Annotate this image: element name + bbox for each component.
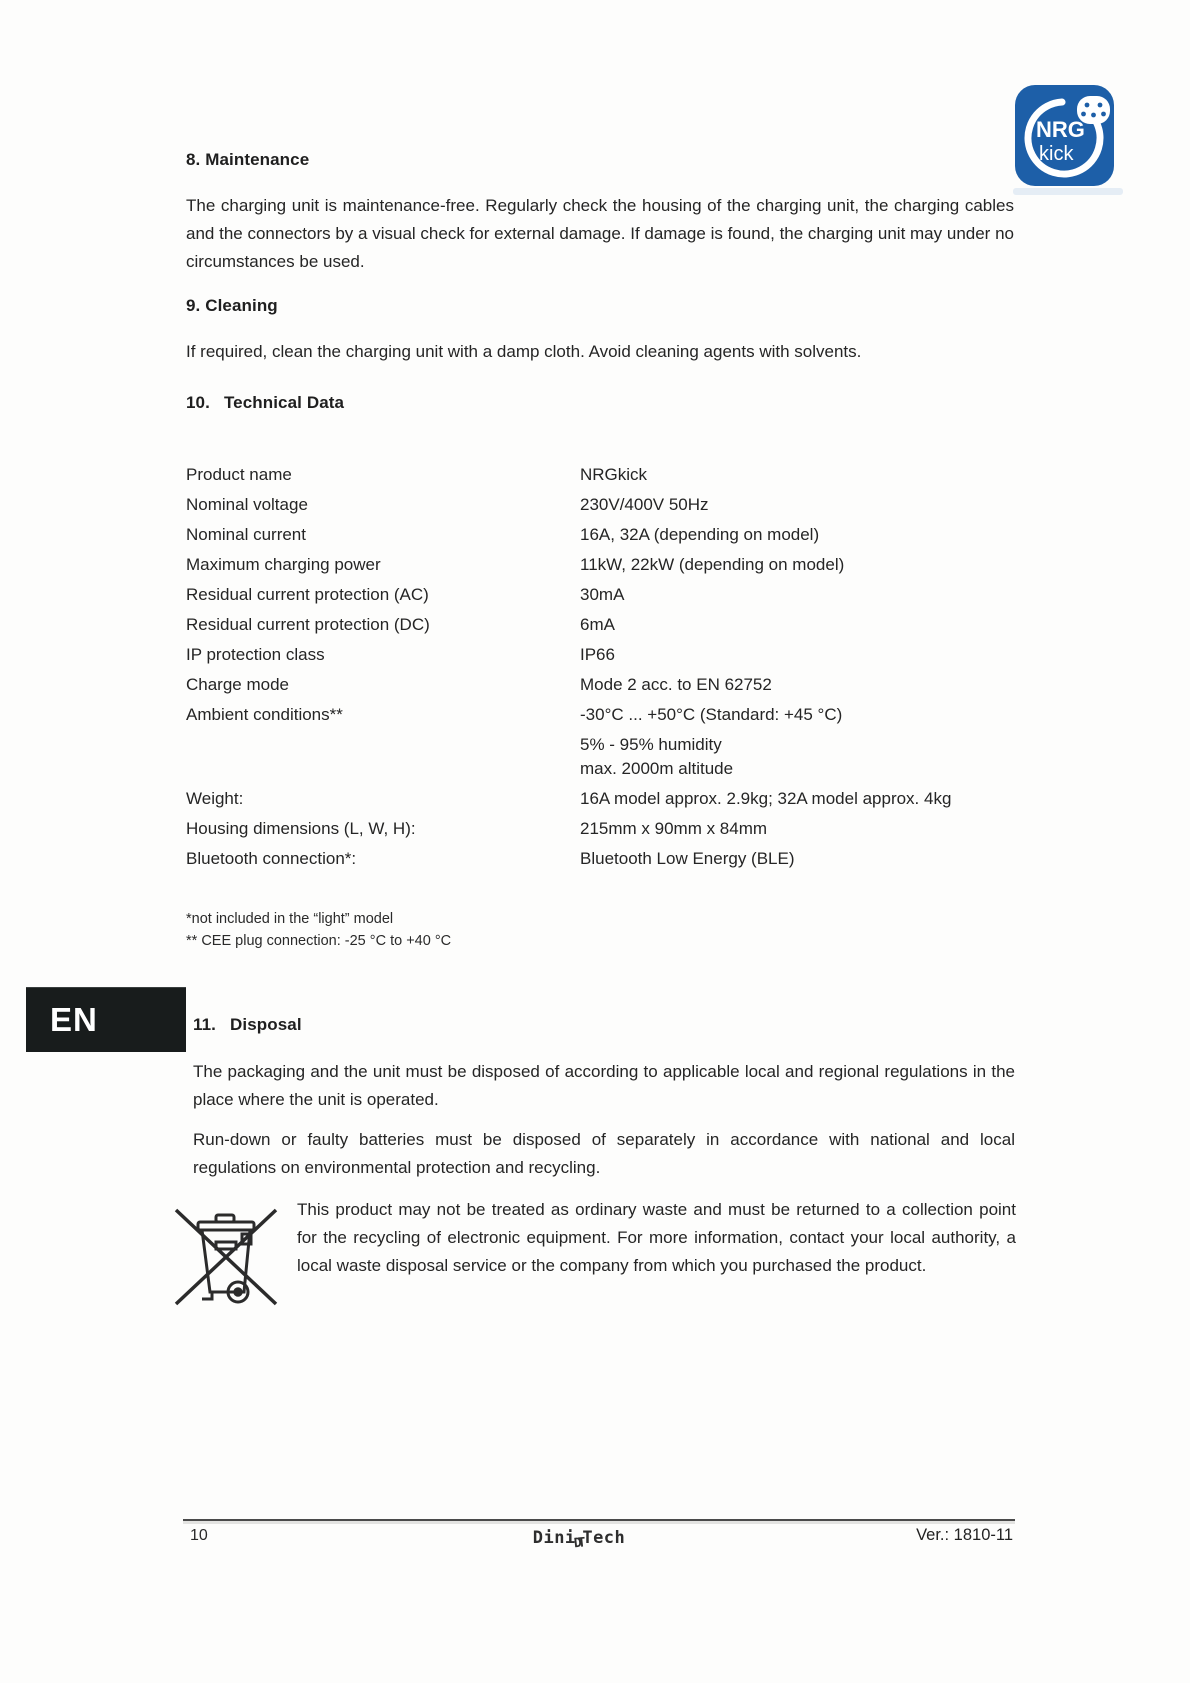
row-value: 6mA (580, 615, 615, 634)
language-badge-en: EN (26, 987, 186, 1052)
dinitech-logo-part1: Dini (532, 1528, 576, 1548)
nrgkick-logo (1014, 84, 1115, 187)
table-row (186, 645, 1016, 675)
table-row (186, 585, 1016, 615)
table-row (186, 615, 1016, 645)
row-label: Maximum charging power (186, 555, 381, 574)
table-row (186, 675, 1016, 705)
section-number: 11. (193, 1015, 216, 1034)
row-label (186, 759, 580, 789)
row-label: Charge mode (186, 675, 290, 694)
row-value: Bluetooth Low Energy (BLE) (580, 849, 795, 868)
page-number: 10 (190, 1527, 208, 1544)
maintenance-paragraph: The charging unit is maintenance-free. Regularly check the housing of the charging unit, the charging cables and the connectors by a visual check for external damage. If damage is found, the charging unit may under no circumstances be used. (186, 196, 1014, 271)
row-value: Mode 2 acc. to EN 62752 (580, 675, 772, 694)
row-label: IP protection class (186, 645, 325, 664)
weee-paragraph: This product may not be treated as ordinary waste and must be returned to a collection point for the recycling of electronic equipment. For more information, contact your local authority, a local waste disposal service or the company from which you purchased the product. (297, 1200, 1016, 1275)
table-row (186, 555, 1016, 585)
row-value: 11kW, 22kW (depending on model) (580, 555, 845, 574)
cleaning-paragraph: If required, clean the charging unit with a damp cloth. Avoid cleaning agents with solvents. (186, 342, 862, 361)
table-row (186, 705, 1016, 735)
row-label: Ambient conditions** (186, 705, 343, 724)
row-value: -30°C ... +50°C (Standard: +45 °C) (580, 705, 843, 724)
row-value: max. 2000m altitude (580, 759, 734, 778)
disposal-paragraph-2: Run-down or faulty batteries must be disposed of separately in accordance with national and local regulations on environmental protection and recycling. (193, 1130, 1015, 1177)
section-label: Disposal (230, 1015, 302, 1034)
footnotes (186, 908, 886, 952)
row-label: Product name (186, 465, 292, 484)
row-label: Housing dimensions (L, W, H): (186, 819, 416, 838)
row-value: 5% - 95% humidity (580, 735, 722, 754)
footer-rule (183, 1519, 1015, 1524)
dinitech-monogram: DT (572, 1535, 583, 1552)
section-label: Technical Data (223, 393, 345, 412)
row-label: Nominal voltage (186, 495, 308, 514)
weee-section (172, 1196, 1016, 1313)
disposal-paragraph-1: The packaging and the unit must be disposed of according to applicable local and regional regulations in the place where the unit is operated. (193, 1062, 1015, 1109)
row-value: 215mm x 90mm x 84mm (580, 819, 768, 838)
row-value: 230V/400V 50Hz (580, 495, 709, 514)
row-value: NRGkick (580, 465, 648, 484)
table-row (186, 819, 1016, 849)
row-label: Residual current protection (AC) (186, 585, 429, 604)
table-row (186, 525, 1016, 555)
nrgkick-logo-graphic (1014, 84, 1115, 187)
table-row (186, 495, 1016, 525)
table-row (186, 465, 1016, 495)
table-row (186, 789, 1016, 819)
dinitech-logo (489, 1528, 669, 1552)
row-value: IP66 (580, 645, 615, 664)
row-label: Bluetooth connection*: (186, 849, 357, 868)
table-row (186, 735, 1016, 759)
svg-text:NRG: NRG (1036, 117, 1085, 142)
row-label (186, 735, 580, 759)
crossed-out-wheelie-bin-icon (172, 1196, 297, 1313)
row-label: Weight: (186, 789, 244, 808)
footnote-1: *not included in the “light” model (186, 911, 394, 927)
section-heading-maintenance: 8. Maintenance (186, 150, 310, 169)
row-value: 30mA (580, 585, 625, 604)
section-heading-disposal (193, 1015, 302, 1035)
table-row (186, 759, 1016, 789)
version-label: Ver.: 1810-11 (916, 1526, 1013, 1544)
row-label: Residual current protection (DC) (186, 615, 430, 634)
svg-text:kick: kick (1039, 143, 1074, 165)
row-value: 16A model approx. 2.9kg; 32A model approx. 4kg (580, 789, 952, 808)
section-number: 10. (186, 393, 210, 412)
scan-artifact (1013, 188, 1123, 195)
row-label: Nominal current (186, 525, 306, 544)
footnote-2: ** CEE plug connection: -25 °C to +40 °C (186, 933, 452, 949)
row-value: 16A, 32A (depending on model) (580, 525, 820, 544)
dinitech-logo-part2: Tech (582, 1528, 626, 1548)
technical-data-table (186, 465, 1016, 879)
table-row (186, 849, 1016, 879)
section-heading-technical-data (186, 393, 344, 413)
section-heading-cleaning: 9. Cleaning (186, 296, 278, 315)
